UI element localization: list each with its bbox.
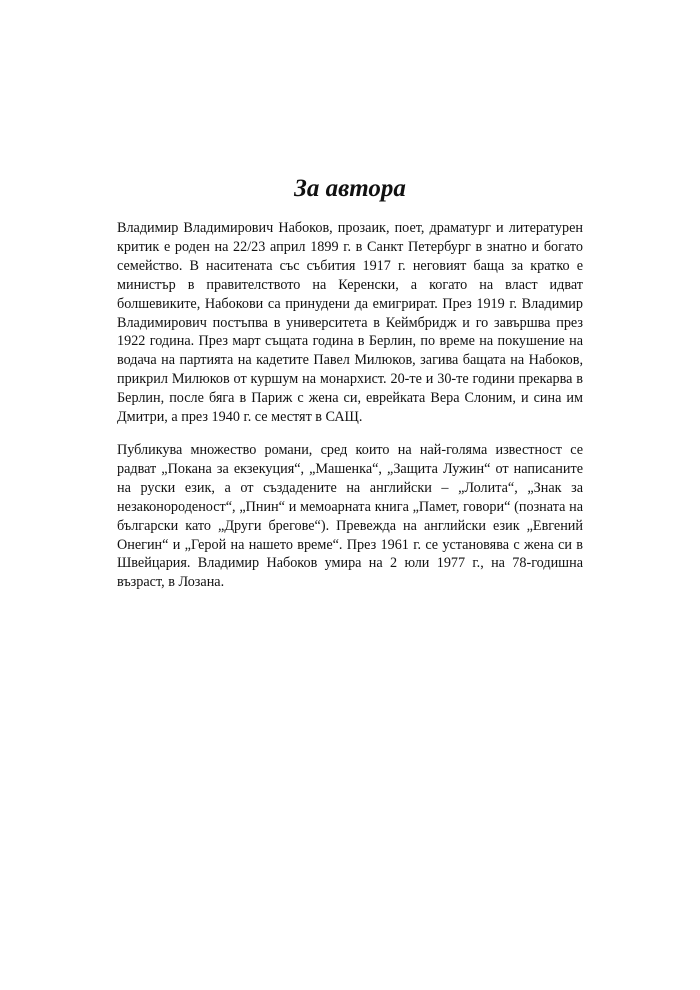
page-title: За автора <box>294 175 406 202</box>
body-text <box>117 219 583 592</box>
paragraph-biography: Владимир Владимирович Набоков, прозаик, поет, драматург и литературен критик е роден на 22/23 април 1899 г. в Санкт Петербург в знатно и богато семейство. В наситената със събития 1917 г. неговият баща за кратко е министър в правителството на Керенски, а когато на власт идват болшевиките, Набокови са принудени да емигрират. През 1919 г. Владимир Владимирович постъпва в университета в Кеймбридж и го завършва през 1922 година. През март същата година в Берлин, по време на покушение на водача на партията на кадетите Павел Милюков, загива бащата на Набоков, прикрил Милюков от куршум на монархист. 20-те и 30-те години прекарва в Берлин, после бяга в Париж с жена си, еврейката Вера Слоним, и сина им Дмитри, а през 1940 г. се местят в САЩ. <box>117 220 583 426</box>
paragraph-works: Публикува множество романи, сред които на най-голяма известност се радват „Покана за екзекуция“, „Машенка“, „Защита Лужин“ от написаните на руски език, а от създадените на английски – „Лолита“, „Знак за незаконороденост“, „Пнин“ и мемоарната книга „Памет, говори“ (позната на български като „Други брегове“). Превежда на английски език „Евгений Онегин“ и „Герой на нашето време“. През 1961 г. се установява с жена си в Швейцария. Владимир Набоков умира на 2 юли 1977 г., на 78-годишна възраст, в Лозана. <box>117 441 583 591</box>
